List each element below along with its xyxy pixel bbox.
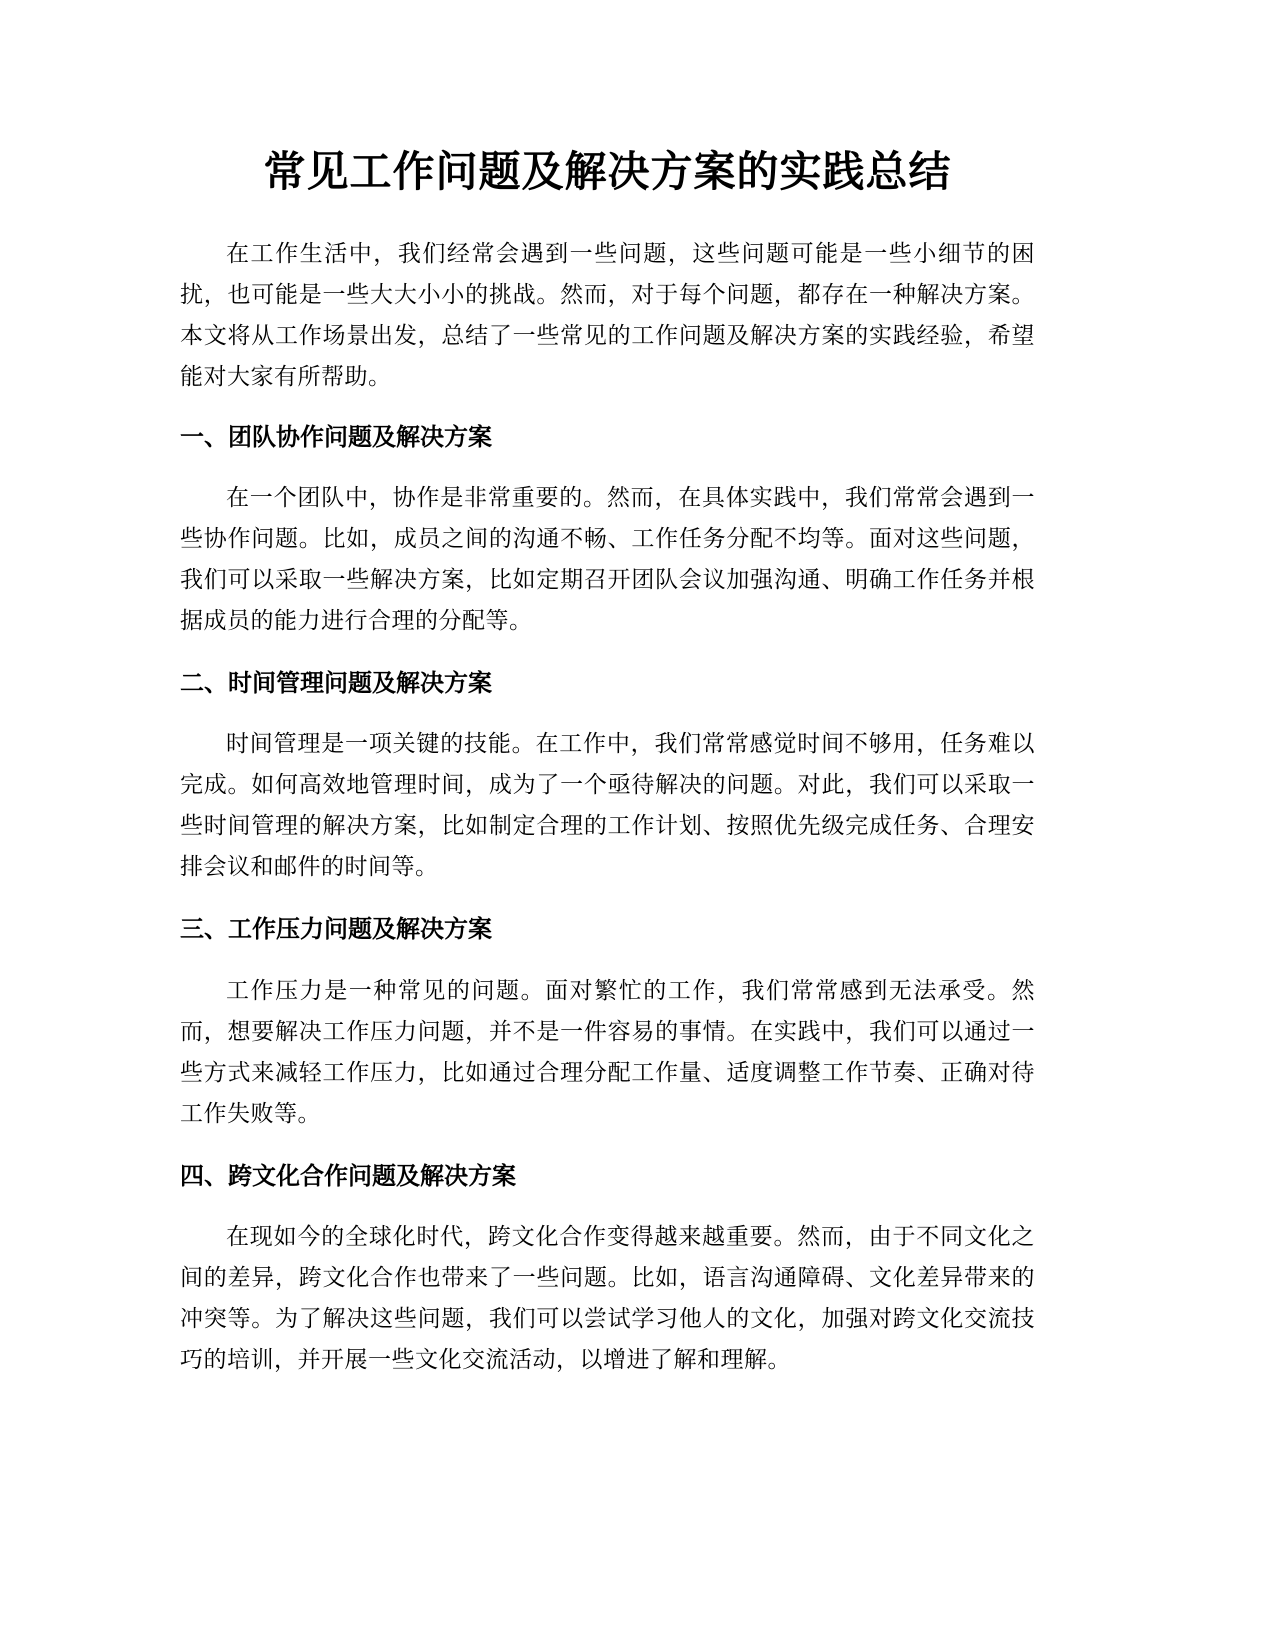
- document-title: 常见工作问题及解决方案的实践总结: [263, 147, 952, 196]
- section-body-cross-cultural: 在现如今的全球化时代，跨文化合作变得越来越重要。然而，由于不同文化之间的差异，跨文化合作也带来了一些问题。比如，语言沟通障碍、文化差异带来的冲突等。为了解决这些问题，我们可以尝试学习他人的文化，加强对跨文化交流技巧的培训，并开展一些文化交流活动，以增进了解和理解。: [180, 1224, 1035, 1373]
- section-body-time-management: 时间管理是一项关键的技能。在工作中，我们常常感觉时间不够用，任务难以完成。如何高效地管理时间，成为了一个亟待解决的问题。对此，我们可以采取一些时间管理的解决方案，比如制定合理的工作计划、按照优先级完成任务、合理安排会议和邮件的时间等。: [180, 731, 1035, 880]
- section-heading-cross-cultural: 四、跨文化合作问题及解决方案: [180, 1162, 516, 1190]
- section-heading-time-management: 二、时间管理问题及解决方案: [180, 669, 492, 697]
- section-body-teamwork: 在一个团队中，协作是非常重要的。然而，在具体实践中，我们常常会遇到一些协作问题。比如，成员之间的沟通不畅、工作任务分配不均等。面对这些问题，我们可以采取一些解决方案，比如定期召开团队会议加强沟通、明确工作任务并根据成员的能力进行合理的分配等。: [180, 485, 1035, 634]
- intro-paragraph: 在工作生活中，我们经常会遇到一些问题，这些问题可能是一些小细节的困扰，也可能是一些大大小小的挑战。然而，对于每个问题，都存在一种解决方案。本文将从工作场景出发，总结了一些常见的工作问题及解决方案的实践经验，希望能对大家有所帮助。: [180, 241, 1035, 390]
- section-heading-work-pressure: 三、工作压力问题及解决方案: [180, 915, 492, 943]
- section-body-work-pressure: 工作压力是一种常见的问题。面对繁忙的工作，我们常常感到无法承受。然而，想要解决工作压力问题，并不是一件容易的事情。在实践中，我们可以通过一些方式来减轻工作压力，比如通过合理分配工作量、适度调整工作节奏、正确对待工作失败等。: [180, 978, 1035, 1127]
- section-heading-teamwork: 一、团队协作问题及解决方案: [180, 423, 492, 451]
